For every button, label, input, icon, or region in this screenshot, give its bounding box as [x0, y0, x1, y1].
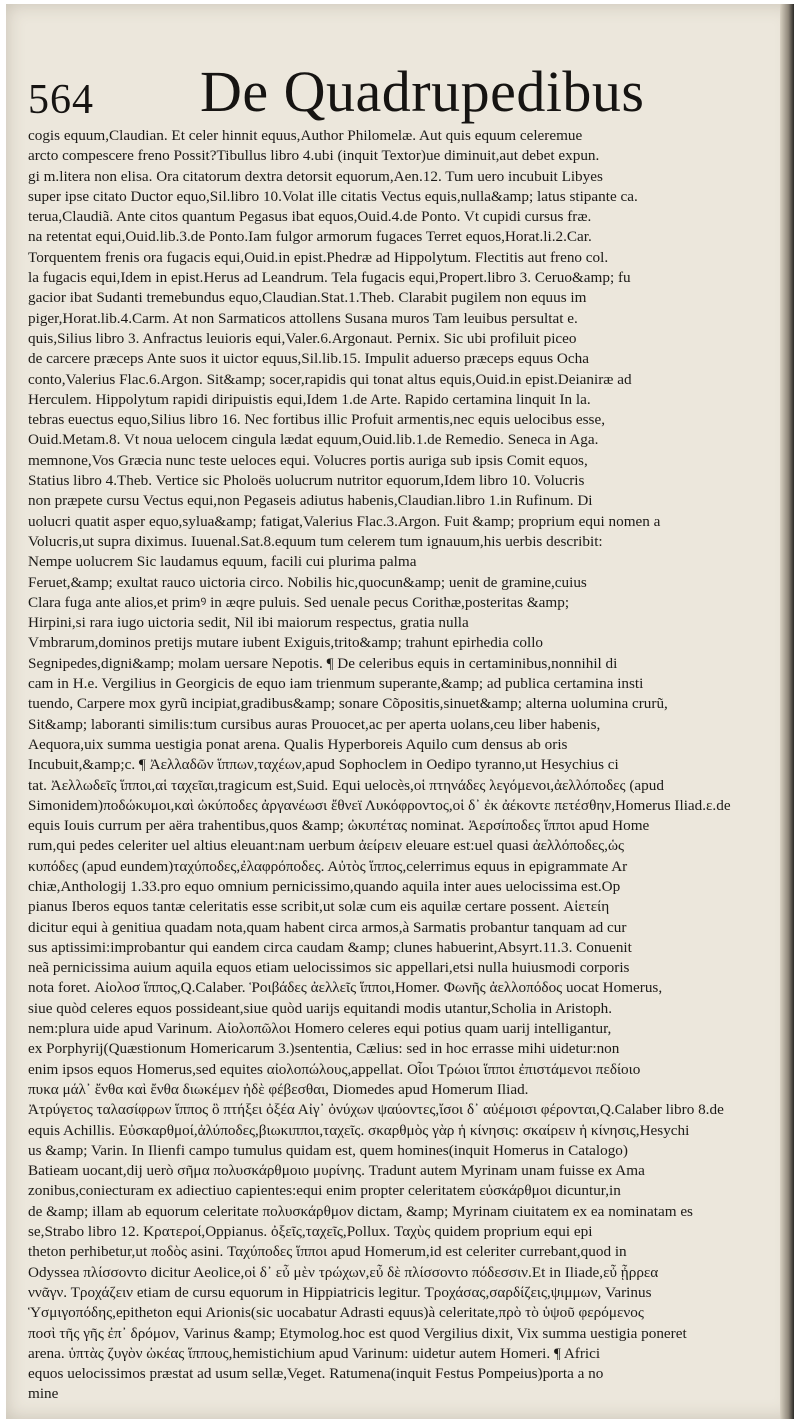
text-line: pianus Iberos equos tantæ celeritatis esse scribit,ut solæ cum eis aquilæ certare possent. Αἰετείη	[28, 898, 610, 916]
text-line: Ὑσμιγοπόδης,epitheton equi Arionis(sic uocabatur Adrasti equus)à celeritate,πρὸ τὸ ὑψοῦ φερόμενος	[28, 1304, 644, 1322]
text-line: us &amp; Varin. In Ilienfi campo tumulus quidam est, quem homines(inquit Homerus in Catalogo)	[28, 1141, 628, 1159]
text-line: terua,Claudiã. Ante citos quantum Pegasus ibat equos,Ouid.4.de Ponto. Vt cupidi cursus fræ.	[28, 208, 592, 226]
text-line: chiæ,Anthologij 1.33.pro equo omnium pernicissimo,quando aquila inter aues uelocissima est.Op	[28, 877, 621, 895]
body-text	[28, 126, 772, 1405]
text-line: Herculem. Hippolytum rapidi diripuistis equi,Idem 1.de Arte. Rapido certamina linquit In la.	[28, 390, 591, 408]
text-line: quis,Silius libro 3. Anfractus leuioris equi,Valer.6.Argonaut. Pernix. Sic ubi profiluit piceo	[28, 329, 577, 347]
text-line: nem:plura uide apud Varinum. Αἰολοπῶλοι Homero celeres equi potius quam uarij intelligantur,	[28, 1020, 612, 1038]
text-line: tuendo, Carpere mox gyrũ incipiat,gradibus&amp; sonare Cõpositis,sinuet&amp; alterna uolumina crurũ,	[28, 695, 668, 713]
text-line: Ouid.Metam.8. Vt noua uelocem cingula lædat equum,Ouid.lib.1.de Remedio. Seneca in Aga.	[28, 431, 599, 449]
text-line: ννᾶγν. Τροχάζειν etiam de cursu equorum in Hippiatricis legitur. Τροχάσας,σαρδίζεις,ψιμμων, Varinus	[28, 1283, 652, 1301]
text-line: arcto compescere freno Possit?Tibullus libro 4.ubi (inquit Textor)ue diminuit,aut debet expun.	[28, 147, 600, 165]
text-line: piger,Horat.lib.4.Carm. At non Sarmaticos attollens Susana muros Tam leuibus persultat e.	[28, 309, 578, 327]
text-line: de &amp; illam ab equorum celeritate πολυσκάρθμον dictam, &amp; Myrinam ciuitatem ex ea nominatam es	[28, 1202, 693, 1220]
text-line: tebras euectus equo,Silius libro 16. Nec fortibus illic Profuit armentis,nec equis uelocibus esse,	[28, 411, 605, 429]
text-line: Incubuit,&amp;c. ¶ Ἀελλαδῶν ἵππων,ταχέων,apud Sophoclem in Oedipo tyranno,ut Hesychius ci	[28, 756, 619, 774]
text-line: rum,qui pedes celeriter uel altius eleuant:nam uerbum ἀείρειν eleuare est:uel quasi ἀελλόποδες,ὡς	[28, 837, 624, 855]
text-line: memnone,Vos Græcia nunc teste ueloces equi. Volucres portis auriga sub ipsis Comit equos,	[28, 451, 588, 469]
text-line: Simonidem)ποδώκυμοι,καὶ ὠκύποδες ἀργανέωσι ἔθνεϊ Λυκόφροντος,οἱ δ᾽ ἐκ ἀέκοντε πετέσθην,Homerus Iliad.ε.de	[28, 796, 731, 814]
text-line: Hirpini,si rara iugo uictoria sedit, Nil ibi maiorum respectus, gratia nulla	[28, 614, 469, 632]
text-line: zonibus,coniecturam ex adiectiuo capientes:equi enim propter celeritatem εὐσκάρθμοι dicuntur,in	[28, 1182, 621, 1200]
text-line: ποσὶ τῆς γῆς ἐπ᾽ δρόμον, Varinus &amp; Etymolog.hoc est quod Vergilius dixit, Vix summa uestigia poneret	[28, 1324, 687, 1342]
text-line: enim ipsos equos Homerus,sed equites αἰολοπώλους,appellat. Οἷοι Τρώιοι ἵπποι ἐπιστάμενοι πεδίοιο	[28, 1060, 641, 1078]
text-line: cam in H.e. Vergilius in Georgicis de equo iam trienmum superante,&amp; ad publica certamina insti	[28, 675, 644, 693]
text-line: Ἀτρύγετος ταλασίφρων ἵππος ὃ πτήξει ὀξέα Αἰγ᾽ ὀνύχων ψαύοντες,ἴσοι δ᾽ αὐέμοισι φέρονται,Q.Calaber libro 8.de	[28, 1101, 724, 1119]
text-line: κυπόδες (apud eundem)ταχύποδες,ἐλαφρόποδες. Αὐτὸς ἵππος,celerrimus equus in epigrammate Ar	[28, 857, 628, 875]
text-line: se,Strabo libro 12. Κρατεροί,Oppianus. ὀξεῖς,ταχεῖς,Pollux. Ταχὺς quidem proprium equi epi	[28, 1223, 593, 1241]
text-line: non præpete cursu Vectus equi,non Pegaseis adiutus habenis,Claudian.libro 1.in Rufinum. Di	[28, 492, 593, 510]
text-line: Nempe uolucrem Sic laudamus equum, facili cui plurima palma	[28, 553, 417, 571]
text-line: ex Porphyrij(Quæstionum Homericarum 3.)sententia, Cælius: sed in hoc errasse mihi uidetur:non	[28, 1040, 620, 1058]
text-line: la fugacis equi,Idem in epist.Herus ad Leandrum. Tela fugacis equi,Propert.libro 3. Ceruo&amp; fu	[28, 269, 631, 287]
text-line: Torquentem frenis ora fugacis equi,Ouid.in epist.Phedræ ad Hippolytum. Flectitis aut freno col.	[28, 248, 609, 266]
text-line: mine	[28, 1385, 59, 1403]
text-line: Segnipedes,digni&amp; molam uersare Nepotis. ¶ De celeribus equis in certaminibus,nonnihil di	[28, 654, 618, 672]
text-line: Clara fuga ante alios,et primꝰ in æqre puluis. Sed uenale pecus Corithæ,posteritas &amp;	[28, 593, 570, 611]
text-line: uolucri quatit asper equo,sylua&amp; fatigat,Valerius Flac.3.Argon. Fuit &amp; proprium equi nomen a	[28, 512, 661, 530]
text-line: gacior ibat Sudanti tremebundus equo,Claudian.Stat.1.Theb. Clarabit pugilem non equus im	[28, 289, 587, 307]
text-line: arena. ὑπτὰς ζυγὸν ὠκέας ἵππους,hemistichium apud Varinum: uidetur autem Homeri. ¶ Africi	[28, 1344, 601, 1362]
running-title: De Quadrupedibus	[200, 59, 645, 124]
book-page	[6, 4, 794, 1419]
text-line: tat. Ἀελλωδεῖς ἵπποι,αἱ ταχεῖαι,tragicum est,Suid. Equi uelocès,οἱ πτηνάδες λεγόμενοι,ἀελλόποδες (apud	[28, 776, 664, 794]
text-line: cogis equum,Claudian. Et celer hinnit equus,Author Philomelæ. Aut quis equum celeremue	[28, 127, 583, 144]
text-line: nota foret. Αἰολοσ ἵππος,Q.Calaber. Ῥοιβάδες ἀελλεῖς ἵπποι,Homer. Φωνῆς ἀελλοπόδος uocat Homerus,	[28, 979, 663, 997]
text-line: neã pernicissima auium aquila equos etiam uelocissimos sic appellari,etsi nulla huiusmodi corporis	[28, 959, 630, 977]
page-number: 564	[28, 77, 94, 123]
text-line: Batieam uocant,dij uerò σῆμα πολυσκάρθμοιο μυρίνης. Tradunt autem Myrinam unam fuisse ex Ama	[28, 1162, 645, 1180]
text-line: sus aptissimi:improbantur qui eandem circa caudam &amp; clunes habuerint,Absyrt.11.3. Conuenit	[28, 938, 632, 956]
text-line: super ipse citato Ductor equo,Sil.libro 10.Volat ille citatis Vectus equis,nulla&amp; latus stipante ca.	[28, 187, 638, 205]
text-line: Vmbrarum,dominos pretijs mutare iubent Exiguis,trito&amp; trahunt epirhedia collo	[28, 634, 544, 652]
text-line: equis Iouis currum per aëra trahentibus,quos &amp; ὠκυπέτας nominat. Ἀερσίποδες ἵπποι apud Home	[28, 817, 650, 835]
text-line: Volucris,ut supra diximus. Iuuenal.Sat.8.equum tum celerem tum ignauum,his uerbis describit:	[28, 532, 603, 550]
text-line: equos uelocissimos præstat ad usum sellæ,Veget. Ratumena(inquit Festus Pompeius)porta a no	[28, 1365, 604, 1383]
text-line: gi m.litera non elisa. Ora citatorum dextra detorsit equorum,Aen.12. Tum uero incubuit Libyes	[28, 167, 603, 185]
text-line: equis Achillis. Εὐσκαρθμοί,ἀλύποδες,βιωκιπποι,ταχεῖς. σκαρθμὸς γὰρ ἡ κίνησις: σκαίρειν ἡ κίνησις,Hesychi	[28, 1121, 690, 1139]
page-header	[28, 58, 788, 122]
text-line: dicitur equi à genitiua quadam nota,quam habent circa armos,à Sarmatis probantur tanquam ad cur	[28, 918, 627, 936]
text-line: Aequora,uix summa uestigia ponat arena. Qualis Hyperboreis Aquilo cum densus ab oris	[28, 735, 568, 753]
text-line: conto,Valerius Flac.6.Argon. Sit&amp; socer,rapidis qui tonat altus equis,Ouid.in epist.Deianiræ ad	[28, 370, 632, 388]
text-line: Feruet,&amp; exultat rauco uictoria circo. Nobilis hic,quocun&amp; uenit de gramine,cuius	[28, 573, 587, 591]
text-line: Odyssea πλίσσοντο dicitur Aeolice,οἱ δ᾽ εὖ μὲν τρώχων,εὖ δὲ πλίσσοντο πόδεσσιν.Et in Iliade,εὖ ᾖρρεα	[28, 1263, 659, 1281]
text-line: Sit&amp; laboranti similis:tum cursibus auras Prouocet,ac per aperta uolans,ceu liber habenis,	[28, 715, 601, 733]
text-line: siue quòd celeres equos possideant,siue quòd uarijs equitandi modis utantur,Scholia in Aristoph.	[28, 999, 613, 1017]
text-line: πυκα μάλ᾽ ἔνθα καὶ ἔνθα διωκέμεν ἠδὲ φέβεσθαι, Diomedes apud Homerum Iliad.	[28, 1080, 529, 1098]
text-line: na retentat equi,Ouid.lib.3.de Ponto.Iam fulgor armorum fugaces Terret equos,Horat.li.2.Car.	[28, 228, 592, 246]
text-line: Statius libro 4.Theb. Vertice sic Pholoës uolucrum nutritor equorum,Idem libro 10. Volucris	[28, 472, 585, 490]
text-line: de carcere præceps Ante suos it uictor equus,Sil.lib.15. Impulit aduerso præceps equus Ocha	[28, 350, 589, 368]
page-fore-edge	[780, 4, 794, 1419]
text-line: theton perhibetur,ut ποδὸς asini. Ταχύποδες ἵπποι apud Homerum,id est celeriter currebant,quod in	[28, 1243, 627, 1261]
